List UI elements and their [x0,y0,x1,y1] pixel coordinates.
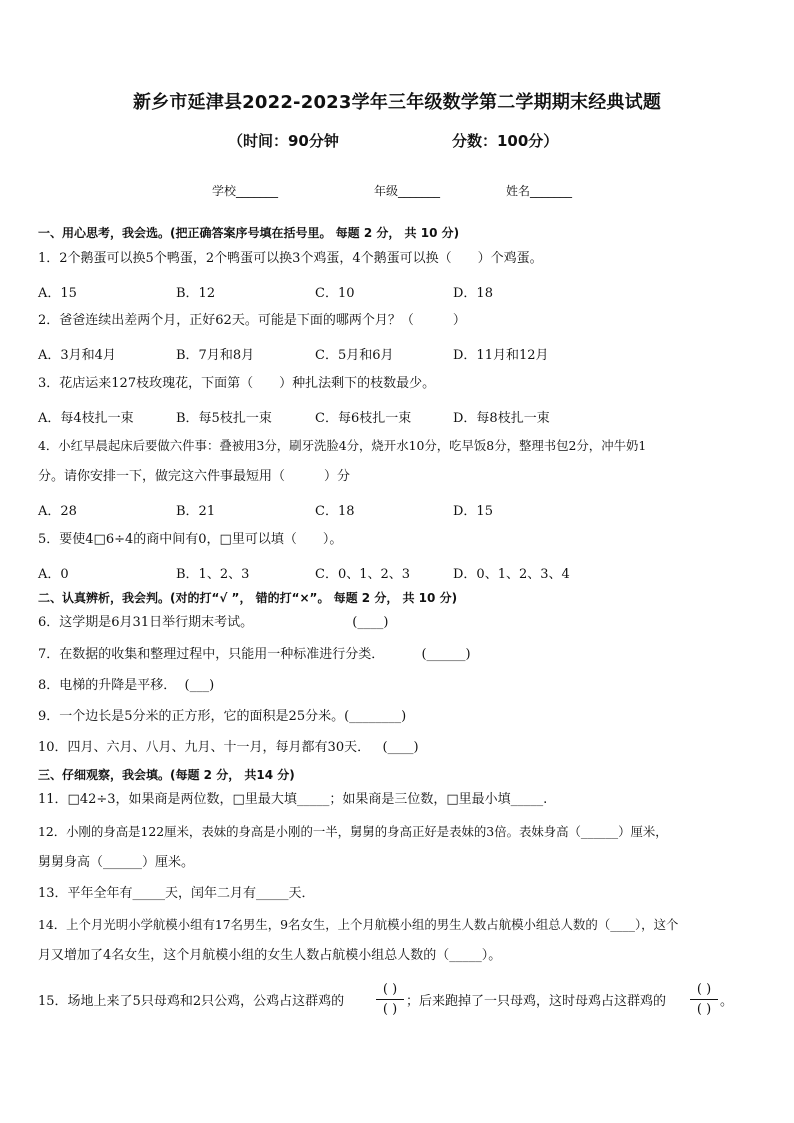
fraction-bar [690,999,718,1000]
q5-option-c: C．0、1、2、3 [315,567,411,582]
fraction-denominator: ( ) [382,1002,398,1017]
fraction-numerator: ( ) [696,982,712,997]
question-14-line-1: 14．上个月光明小学航模小组有17名男生，9名女生，上个月航模小组的男生人数占航模小组总人数的（____），这个 [38,917,679,932]
question-10: 10．四月、六月、八月、九月、十一月，每月都有30天． (____) [38,740,419,755]
q3-option-a: A．每4枝扎一束 [38,411,134,426]
fraction-bar [376,999,404,1000]
fraction-denominator: ( ) [696,1002,712,1017]
q4-option-b: B．21 [176,504,216,519]
question-3: 3．花店运来127枝玫瑰花，下面第（ ）种扎法剩下的枝数最少。 [38,376,436,391]
q1-option-b: B．12 [176,286,216,301]
question-4-line-2: 分。请你安排一下，做完这六件事最短用（ ）分 [38,469,351,484]
q5-option-b: B．1、2、3 [176,567,250,582]
question-2: 2．爸爸连续出差两个月，正好62天。可能是下面的哪两个月？（ ） [38,313,466,328]
q1-option-a: A．15 [38,286,77,301]
section-1-heading: 一、用心思考，我会选。(把正确答案序号填在括号里。 每题 2 分， 共 10 分) [38,226,460,240]
question-4-line-1: 4．小红早晨起床后要做六件事：叠被用3分，刷牙洗脸4分，烧开水10分，吃早饭8分，整理书包2分，冲牛奶1 [38,438,647,453]
q2-option-d: D．11月和12月 [453,348,549,363]
q3-option-b: B．每5枝扎一束 [176,411,272,426]
question-14-line-2: 月又增加了4名女生，这个月航模小组的女生人数占航模小组总人数的（_____）。 [38,948,502,963]
q1-option-d: D．18 [453,286,493,301]
page-title: 新乡市延津县2022-2023学年三年级数学第二学期期末经典试题 [132,92,662,113]
q4-option-a: A．28 [38,504,77,519]
q2-option-c: C．5月和6月 [315,348,394,363]
question-15-part-2: ；后来跑掉了一只母鸡，这时母鸡占这群鸡的 [406,994,667,1009]
q1-option-c: C．10 [315,286,355,301]
question-6: 6．这学期是6月31日举行期末考试。 (____) [38,615,389,630]
q15-fraction-1 [376,982,404,1017]
q4-option-c: C．18 [315,504,355,519]
question-1: 1．2个鹅蛋可以换5个鸭蛋，2个鸭蛋可以换3个鸡蛋，4个鹅蛋可以换（ ）个鸡蛋。 [38,251,543,266]
section-3-heading: 三、仔细观察，我会填。(每题 2 分， 共14 分) [38,768,295,782]
question-12-line-2: 舅舅身高（______）厘米。 [38,855,195,870]
fraction-numerator: ( ) [382,982,398,997]
q4-option-d: D．15 [453,504,493,519]
exam-time: （时间：90分钟 [228,132,339,150]
q3-option-c: C．每6枝扎一束 [315,411,412,426]
question-7: 7．在数据的收集和整理过程中，只能用一种标准进行分类． (______) [38,647,471,662]
question-11: 11．□42÷3，如果商是两位数，□里最大填_____；如果商是三位数，□里最小填_____. [38,792,548,807]
grade-field: 年级_______ [374,184,441,198]
question-12-line-1: 12．小刚的身高是122厘米，表妹的身高是小刚的一半，舅舅的身高正好是表妹的3倍。表妹身高（______）厘米， [38,824,668,839]
school-field: 学校_______ [212,184,279,198]
exam-score: 分数：100分） [452,132,559,150]
question-15-part-1: 15．场地上来了5只母鸡和2只公鸡，公鸡占这群鸡的 [38,994,345,1009]
question-9: 9．一个边长是5分米的正方形，它的面积是25分米。(________) [38,709,407,724]
q15-fraction-2 [690,982,718,1017]
q5-option-d: D．0、1、2、3、4 [453,567,570,582]
q2-option-b: B．7月和8月 [176,348,255,363]
question-8: 8．电梯的升降是平移． (___) [38,678,215,693]
question-13: 13．平年全年有_____天，闰年二月有_____天． [38,886,315,901]
q5-option-a: A．0 [38,567,69,582]
section-2-heading: 二、认真辨析，我会判。(对的打“√ ”， 错的打“×”。 每题 2 分， 共 10 分) [38,591,458,605]
name-field: 姓名_______ [506,184,573,198]
q3-option-d: D．每8枝扎一束 [453,411,550,426]
question-5: 5．要使4□6÷4的商中间有0，□里可以填（ ）。 [38,532,343,547]
q2-option-a: A．3月和4月 [38,348,116,363]
question-15-end: 。 [720,994,734,1009]
